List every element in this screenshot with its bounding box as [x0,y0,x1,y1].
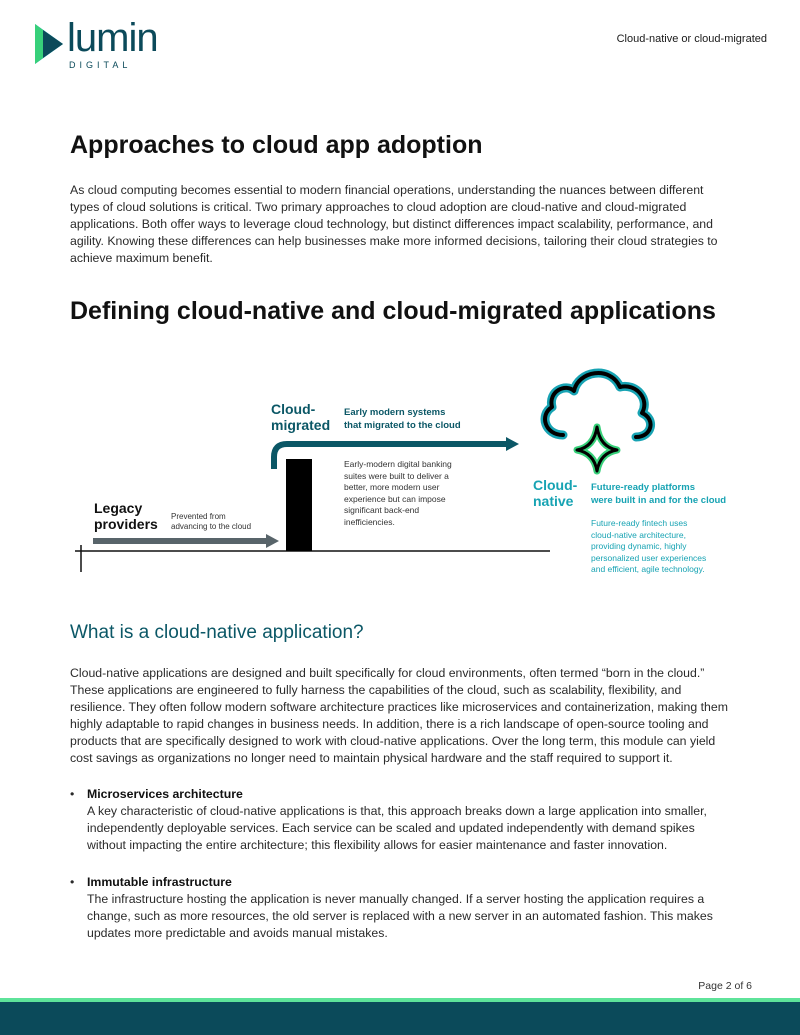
cloud-sparkle-icon [545,373,651,471]
bullet-dot: • [70,787,75,801]
section-heading-cloud-native: What is a cloud-native application? [70,622,364,643]
logo-subtitle: DIGITAL [69,60,132,70]
document-title: Cloud-native or cloud-migrated [616,33,767,45]
cloud-native-paragraph: Cloud-native applications are designed and built specifically for cloud environments, often termed “born in the cloud.” These applications are engineered to fully harness the capabilities of the cloud, such as scalability, flexibility, and resilience. They often follow modern software architecture practices like microservices and containerization, making them highly adaptable to rapid changes in business needs. In addition, there is a rich landscape of open-source tooling and products that are specifically designed to work with cloud-native applications. Over the long term, this module can yield cost savings as organizations no longer need to maintain physical hardware and the staff required to support it. [70,666,728,765]
migrated-arrowhead [506,437,519,451]
legacy-note: Prevented from advancing to the cloud [171,512,252,531]
legacy-arrowhead [266,534,279,548]
bullet-title: Immutable infrastructure [87,875,232,889]
lumin-digital-logo [35,16,165,72]
migrated-label: Cloud- migrated [271,401,331,433]
barrier-block [286,459,312,551]
native-heading: Future-ready platforms were built in and for the cloud [591,482,727,506]
bullet-body: The infrastructure hosting the application is never manually changed. If a server hosting the application requires a change, such as more resources, the old server is replaced with a new server in an automated fashion. This makes updates more predictable and avoids manual mistakes. [87,892,713,940]
intro-paragraph: As cloud computing becomes essential to modern financial operations, understanding the nuances between different types of cloud solutions is critical. Two primary approaches to cloud adoption are cloud-native and cloud-migrated applications. Both offer ways to leverage cloud technology, but distinct differences impact scalability, performance, and agility. Knowing these differences can help businesses make more informed decisions, tailoring their cloud strategies to achieve maximum benefit. [70,183,718,265]
bullet-body: A key characteristic of cloud-native applications is that, this approach breaks down a large application into smaller, independently deployable services. Each service can be scaled and updated independently with demand spikes without impacting the entire architecture; this flexibility allows for easier maintenance and faster innovation. [87,804,707,852]
logo-wordmark: lumin [67,16,158,60]
legacy-label: Legacy providers [94,500,158,532]
native-description: Future-ready fintech uses cloud-native architecture, providing dynamic, highly personalized user experiences and efficient, agile technology. [591,518,707,574]
section-heading-defining: Defining cloud-native and cloud-migrated applications [70,297,716,325]
bullet-dot: • [70,875,75,889]
migrated-description: Early-modern digital banking suites were built to deliver a better, more modern user experience but can impose significant back-end inefficiencies. [344,459,452,527]
footer-band [0,1002,800,1035]
section-heading-approaches: Approaches to cloud app adoption [70,131,483,159]
migrated-heading: Early modern systems that migrated to the cloud [344,407,461,431]
bullet-title: Microservices architecture [87,787,243,801]
logo-mark-icon [35,24,65,66]
page-number: Page 2 of 6 [698,980,752,992]
cloud-adoption-diagram [0,355,800,585]
native-label: Cloud- native [533,477,578,509]
